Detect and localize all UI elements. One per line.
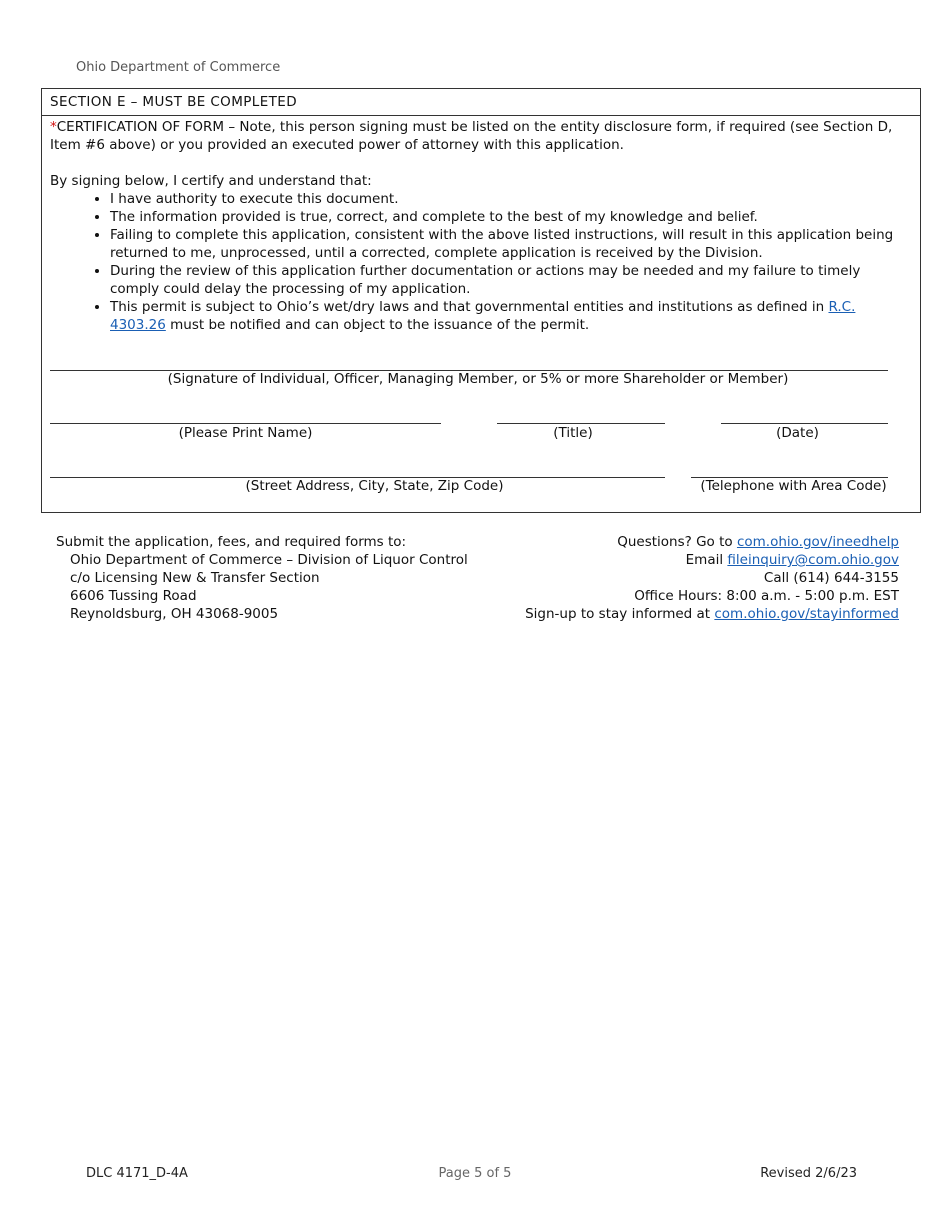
signup-text: Sign-up to stay informed at: [525, 606, 715, 622]
list-item: [110, 298, 912, 334]
questions-line: [525, 533, 899, 551]
address-label: (Street Address, City, State, Zip Code): [245, 478, 504, 494]
certification-text: CERTIFICATION OF FORM – Note, this person signing must be listed on the entity disclosure form, if required (see Section D, Item #6 above) or you provided an executed power of attorney with this application.: [50, 119, 893, 153]
department-header: Ohio Department of Commerce: [76, 60, 281, 75]
print-name-line[interactable]: [50, 423, 441, 424]
stayinformed-link[interactable]: com.ohio.gov/stayinformed: [714, 606, 899, 622]
submit-intro: Submit the application, fees, and required forms to:: [56, 534, 407, 550]
ineedhelp-link[interactable]: com.ohio.gov/ineedhelp: [736, 534, 899, 550]
signature-label: (Signature of Individual, Officer, Managing Member, or 5% or more Shareholder or Member): [167, 371, 789, 387]
questions-text: Questions? Go to: [617, 534, 737, 550]
title-label: (Title): [553, 425, 593, 441]
phone-line: Call (614) 644-3155: [763, 570, 899, 586]
certify-list: [50, 190, 912, 334]
email-line: [525, 551, 899, 569]
rc-4303-26-link[interactable]: R.C. 4303.26: [110, 299, 856, 333]
print-name-label: (Please Print Name): [178, 425, 313, 441]
address-line-2: c/o Licensing New & Transfer Section: [70, 570, 320, 586]
signup-line: [525, 605, 899, 623]
page-number: Page 5 of 5: [438, 1166, 512, 1181]
address-line-3: 6606 Tussing Road: [70, 588, 197, 604]
email-link[interactable]: fileinquiry@com.ohio.gov: [727, 552, 899, 568]
email-text: Email: [685, 552, 728, 568]
wet-dry-text: This permit is subject to Ohio’s wet/dry laws and that governmental entities and institutions as defined in: [110, 299, 829, 315]
address-line-4: Reynoldsburg, OH 43068-9005: [70, 606, 279, 622]
list-item: • I have authority to execute this document.: [110, 190, 912, 208]
telephone-label: (Telephone with Area Code): [700, 478, 887, 494]
title-line[interactable]: [497, 423, 665, 424]
revised-date: Revised 2/6/23: [760, 1166, 857, 1181]
list-item: • The information provided is true, correct, and complete to the best of my knowledge and belief.: [110, 208, 912, 226]
list-item: • Failing to complete this application, consistent with the above listed instructions, will result in this application being returned to me, unprocessed, until a corrected, complete application is received by the Division.: [110, 226, 912, 262]
office-hours: Office Hours: 8:00 a.m. - 5:00 p.m. EST: [634, 588, 899, 604]
form-id: DLC 4171_D-4A: [86, 1166, 188, 1181]
submit-instructions: [56, 533, 468, 623]
wet-dry-text-end: must be notified and can object to the issuance of the permit.: [165, 317, 590, 333]
required-asterisk: *: [50, 119, 57, 135]
section-e-box: [41, 88, 921, 513]
list-item: • During the review of this application further documentation or actions may be needed and my failure to timely comply could delay the processing of my application.: [110, 262, 912, 298]
certify-intro: By signing below, I certify and understand that:: [50, 173, 372, 189]
certification-note: [50, 118, 912, 154]
section-title: SECTION E – MUST BE COMPLETED: [42, 89, 920, 116]
address-line-1: Ohio Department of Commerce – Division of Liquor Control: [70, 552, 468, 568]
date-label: (Date): [776, 425, 819, 441]
date-line[interactable]: [721, 423, 888, 424]
contact-info: [525, 533, 899, 623]
section-body: [42, 116, 920, 334]
